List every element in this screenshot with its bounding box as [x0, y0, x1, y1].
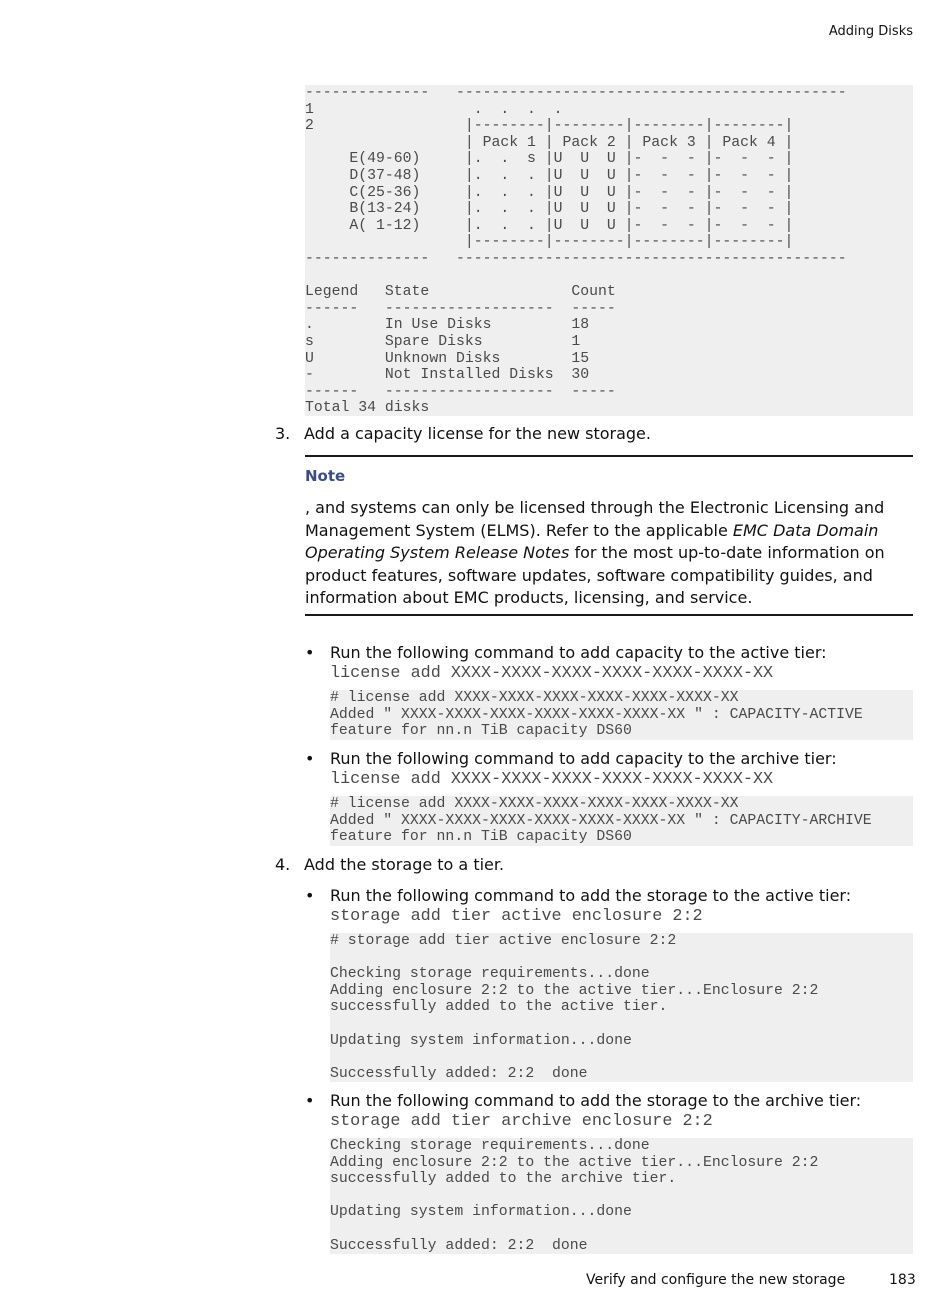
bullet-text: Run the following command to add the storage to the active tier: — [330, 886, 852, 905]
step-4 — [275, 855, 504, 875]
release-notes-title: EMC Data Domain Operating System Release Notes — [305, 520, 879, 563]
note-body: , and systems can only be licensed through the Electronic Licensing and Management System (ELMS). Refer to the applicable EMC Data Domain Operating System Release Notes for the most up-to-date information on product features, software updates, software compatibility guides, and information about EMC products, licensing, and service. — [305, 498, 885, 608]
command-text: storage add tier archive enclosure 2:2 — [330, 1112, 713, 1131]
running-header: Adding Disks — [828, 24, 913, 39]
step-number: 4. — [275, 855, 291, 874]
command-text: storage add tier active enclosure 2:2 — [330, 907, 703, 926]
step-number: 3. — [275, 424, 291, 443]
step-3 — [275, 424, 651, 444]
step-text: Add the storage to a tier. — [304, 855, 505, 874]
command-output: # license add XXXX-XXXX-XXXX-XXXX-XXXX-XXXX-XX Added " XXXX-XXXX-XXXX-XXXX-XXXX-XXXX-XX " : CAPACITY-ACTIVE feature for nn.n TiB capacity DS60 — [330, 690, 913, 740]
command-output: # storage add tier active enclosure 2:2 Checking storage requirements...done Adding enclosure 2:2 to the active tier...Enclosure 2:2 successfully added to the active tier. Updating system information...done Successfully added: 2:2 done — [330, 933, 913, 1082]
bullet-dot: • — [305, 643, 315, 662]
bullet-text: Run the following command to add capacity to the archive tier: — [330, 749, 837, 768]
step-text: Add a capacity license for the new storage. — [304, 424, 651, 443]
command-output: Checking storage requirements...done Adding enclosure 2:2 to the active tier...Enclosure 2:2 successfully added to the archive tier. Updating system information...done Successfully added: 2:2 done — [330, 1138, 913, 1254]
disk-layout-output: -------------- -------------------------------------------- 1 . . . . 2 |--------|--------|--------|--------| | Pack 1 | Pack 2 | Pack 3 | Pack 4 | E(49-60) |. . s |U U U |- - - |- - - | D(37-48) |. . . |U U U |- - - |- - - | C(25-36) |. . . |U U U |- - - |- - - | B(13-24) |. . . |U U U |- - - |- - - | A( 1-12) |. . . |U U U |- - - |- - - | |--------|--------|--------|--------| -------------- -------------------------------------------- Legend State Count ------ ------------------- ----- . In Use Disks 18 s Spare Disks 1 U Unknown Disks 15 - Not Installed Disks 30 ------ ------------------- ----- Total 34 disks — [305, 85, 913, 416]
bullet-text: Run the following command to add the storage to the archive tier: — [330, 1091, 862, 1110]
footer-section-title: Verify and configure the new storage — [586, 1272, 846, 1288]
bullet-dot: • — [305, 1091, 315, 1110]
note-bottom-rule — [305, 614, 913, 616]
note-title: Note — [305, 467, 346, 485]
command-output: # license add XXXX-XXXX-XXXX-XXXX-XXXX-XXXX-XX Added " XXXX-XXXX-XXXX-XXXX-XXXX-XXXX-XX " : CAPACITY-ARCHIVE feature for nn.n TiB capacity DS60 — [330, 796, 913, 846]
command-text: license add XXXX-XXXX-XXXX-XXXX-XXXX-XXXX-XX — [330, 770, 774, 789]
command-text: license add XXXX-XXXX-XXXX-XXXX-XXXX-XXXX-XX — [330, 664, 774, 683]
bullet-dot: • — [305, 886, 315, 905]
note-top-rule — [305, 455, 913, 457]
bullet-text: Run the following command to add capacity to the active tier: — [330, 643, 827, 662]
page-number: 183 — [889, 1272, 916, 1288]
bullet-dot: • — [305, 749, 315, 768]
